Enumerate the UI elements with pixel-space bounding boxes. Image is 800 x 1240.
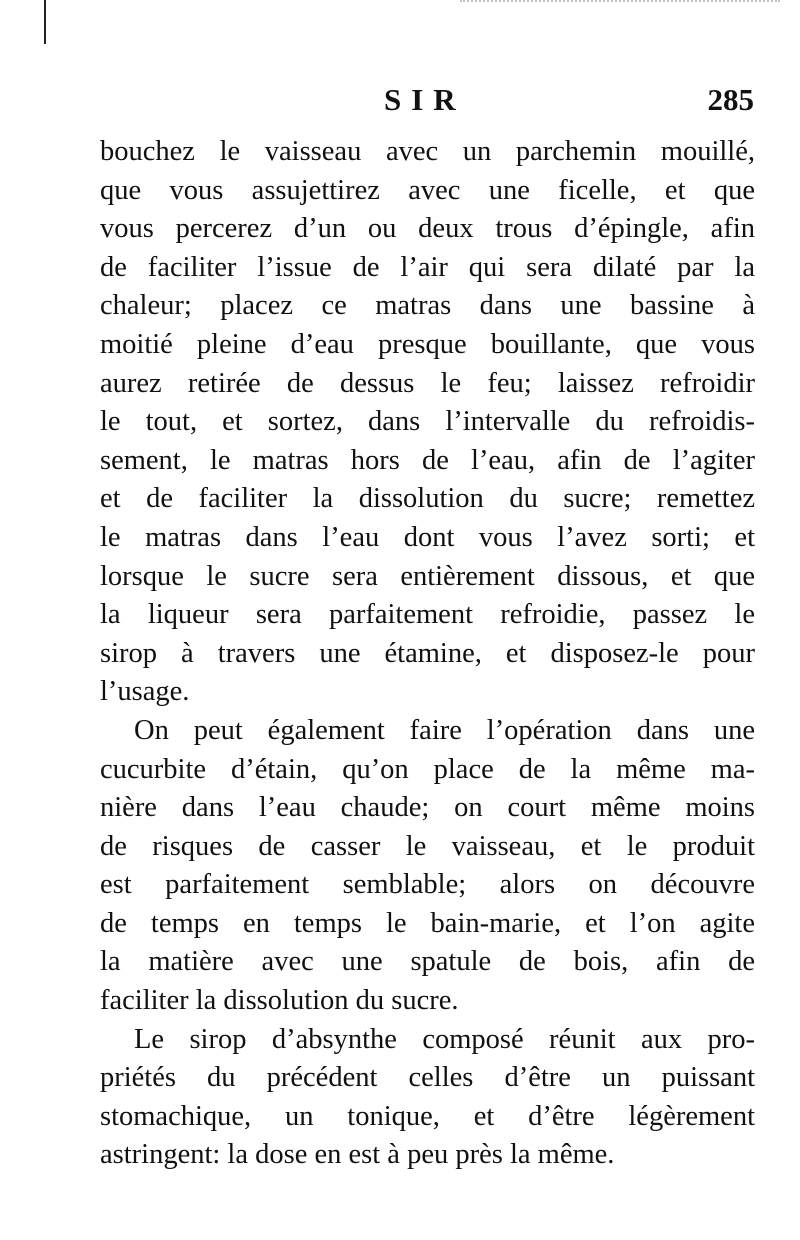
text-line: le matras dans l’eau dont vous l’avez sorti; et [100,521,755,553]
text-line: bouchez le vaisseau avec un parchemin mouillé, [100,136,755,167]
text-line: de temps en temps le bain-marie, et l’on agite [100,907,755,939]
text-line: stomachique, un tonique, et d’être légèrement [100,1100,755,1132]
running-head [100,82,760,122]
text-line: nière dans l’eau chaude; on court même moins [100,792,755,824]
text-line: et de faciliter la dissolution du sucre; remettez [100,483,755,515]
text-line: cucurbite d’étain, qu’on place de la même ma- [100,753,755,785]
text-line: faciliter la dissolution du sucre. [100,985,459,1017]
text-line: vous percerez d’un ou deux trous d’épingle, afin [100,213,755,245]
text-line: que vous assujettirez avec une ficelle, et que [100,174,755,206]
text-line: sirop à travers une étamine, et disposez-le pour [100,637,755,669]
text-line: chaleur; placez ce matras dans une bassine à [100,290,755,322]
text-line: de risques de casser le vaisseau, et le produit [100,830,755,862]
header-title: SIR [384,82,466,117]
text-line: lorsque le sucre sera entièrement dissous, et que [100,560,755,592]
text-line: priétés du précédent celles d’être un puissant [100,1062,755,1094]
text-line: de faciliter l’issue de l’air qui sera dilaté par la [100,251,755,283]
text-line: astringent: la dose en est à peu près la même. [100,1139,615,1171]
text-line: le tout, et sortez, dans l’intervalle du refroidis- [100,406,755,438]
text-line: moitié pleine d’eau presque bouillante, que vous [100,328,755,360]
text-line: sement, le matras hors de l’eau, afin de l’agiter [100,444,755,476]
page-edge-mark [44,0,46,44]
text-line: aurez retirée de dessus le feu; laissez refroidir [100,367,755,399]
text-line: Le sirop d’absynthe composé réunit aux pro- [134,1023,755,1055]
text-line: est parfaitement semblable; alors on découvre [100,869,755,901]
text-line: l’usage. [100,676,190,708]
body-text [100,133,755,1175]
scan-specks [460,0,780,10]
text-line: On peut également faire l’opération dans une [134,714,755,746]
text-line: la matière avec une spatule de bois, afin de [100,946,755,978]
page-number: 285 [707,82,754,117]
text-line: la liqueur sera parfaitement refroidie, passez le [100,599,755,631]
